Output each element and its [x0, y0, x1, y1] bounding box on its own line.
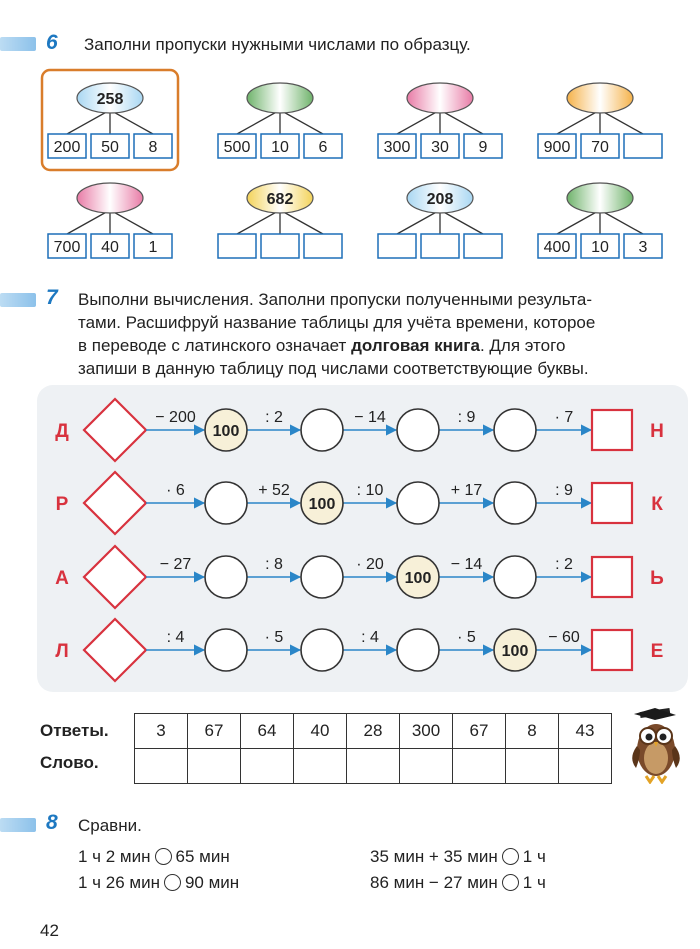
- compare-circle[interactable]: [155, 848, 172, 865]
- chain-row: [55, 619, 663, 681]
- tree-box-value: 50: [101, 139, 119, 156]
- word-cell[interactable]: [135, 749, 188, 784]
- tree-top-value: 682: [266, 191, 294, 208]
- compare-circle[interactable]: [164, 874, 181, 891]
- task7-line-3a: в переводе с латинского означает: [78, 336, 352, 355]
- start-diamond[interactable]: [84, 546, 146, 608]
- word-cell[interactable]: [188, 749, 241, 784]
- tree-top-value: 208: [426, 191, 454, 208]
- task8-marker: [0, 818, 36, 832]
- compare-left: 1 ч 2 мин: [78, 847, 151, 866]
- tree-box-value: 1: [148, 239, 158, 256]
- operation-label: + 52: [258, 482, 290, 499]
- tree-box-value: 3: [638, 239, 648, 256]
- answers-label: Ответы.: [40, 721, 109, 740]
- word-row: [135, 749, 612, 784]
- owl-illustration: [624, 706, 686, 784]
- operation-label: : 9: [457, 409, 476, 426]
- compare-circle[interactable]: [502, 848, 519, 865]
- chain-row: [55, 546, 664, 608]
- answer-cell: 3: [135, 714, 188, 749]
- operation-label: : 9: [555, 482, 573, 499]
- word-cell[interactable]: [241, 749, 294, 784]
- tree-box-value: 30: [431, 139, 449, 156]
- word-cell[interactable]: [347, 749, 400, 784]
- operation-label: · 20: [356, 556, 384, 573]
- operation-label: : 4: [166, 629, 185, 646]
- chain-node[interactable]: [301, 556, 343, 598]
- tree-box-value: 900: [543, 139, 571, 156]
- word-cell[interactable]: [294, 749, 347, 784]
- operation-label: · 6: [166, 482, 185, 499]
- tree-box-value: 6: [318, 139, 328, 156]
- task7-line-1: Выполни вычисления. Заполни пропуски полученными результа-: [78, 290, 593, 309]
- word-cell[interactable]: [453, 749, 506, 784]
- end-square[interactable]: [592, 483, 632, 523]
- chain-node[interactable]: [397, 629, 439, 671]
- chain-node[interactable]: [205, 629, 247, 671]
- answer-cell: 8: [506, 714, 559, 749]
- answer-cell: 28: [347, 714, 400, 749]
- operation-label: · 5: [264, 629, 284, 646]
- chain-node[interactable]: [205, 556, 247, 598]
- compare-item: [370, 873, 546, 893]
- answer-cell: 67: [188, 714, 241, 749]
- operation-label: · 7: [554, 409, 574, 426]
- compare-right: 1 ч: [522, 873, 546, 892]
- compare-right: 1 ч: [522, 847, 546, 866]
- chain-node[interactable]: [301, 629, 343, 671]
- compare-left: 1 ч 26 мин: [78, 873, 160, 892]
- tree-box-value: 10: [271, 139, 289, 156]
- chain-node[interactable]: [205, 482, 247, 524]
- chain-node-value: 100: [212, 423, 240, 440]
- row-letter-right: К: [651, 494, 663, 515]
- tree-top-value: 258: [96, 91, 124, 108]
- tree-box-value: 40: [101, 239, 119, 256]
- compare-item: [78, 873, 239, 893]
- operation-label: : 4: [361, 629, 379, 646]
- task8-number: 8: [46, 811, 58, 834]
- word-cell[interactable]: [506, 749, 559, 784]
- operation-label: − 14: [450, 556, 483, 573]
- chain-row: [55, 399, 664, 461]
- task8-text: Сравни.: [78, 816, 142, 835]
- task7-bold-term: долговая книга: [351, 336, 480, 355]
- task6-text: Заполни пропуски нужными числами по образцу.: [84, 35, 471, 54]
- chain-node[interactable]: [397, 409, 439, 451]
- task7-line-3b: . Для этого: [479, 336, 566, 355]
- end-square[interactable]: [592, 557, 632, 597]
- row-letter-left: Д: [55, 421, 69, 442]
- tree-box-value: 200: [53, 139, 81, 156]
- compare-right: 65 мин: [175, 847, 230, 866]
- chain-node[interactable]: [494, 409, 536, 451]
- chain-node-value: 100: [501, 643, 529, 660]
- answer-cell: 300: [400, 714, 453, 749]
- tree-box-value: 10: [591, 239, 609, 256]
- answers-row: [135, 714, 612, 749]
- answer-table: [134, 713, 612, 784]
- chain-node-value: 100: [308, 496, 336, 513]
- tree-box-value: 300: [383, 139, 411, 156]
- compare-circle[interactable]: [502, 874, 519, 891]
- operation-label: − 200: [155, 409, 196, 426]
- answer-cell: 40: [294, 714, 347, 749]
- chain-node[interactable]: [397, 482, 439, 524]
- tree-box-value: 9: [478, 139, 488, 156]
- end-square[interactable]: [592, 630, 632, 670]
- row-letter-right: Н: [650, 421, 664, 442]
- operation-label: − 27: [159, 556, 192, 573]
- start-diamond[interactable]: [84, 472, 146, 534]
- tree-box-value: 500: [223, 139, 251, 156]
- operation-label: : 2: [265, 409, 283, 426]
- answer-cell: 43: [559, 714, 612, 749]
- answer-cell: 64: [241, 714, 294, 749]
- task7-number: 7: [46, 286, 58, 309]
- answer-cell: 67: [453, 714, 506, 749]
- row-letter-left: Р: [55, 494, 69, 515]
- chain-node[interactable]: [494, 556, 536, 598]
- row-letter-left: А: [55, 568, 69, 589]
- tree-box-value: 8: [148, 139, 158, 156]
- operation-label: : 8: [265, 556, 283, 573]
- end-square[interactable]: [592, 410, 632, 450]
- chain-node[interactable]: [301, 409, 343, 451]
- operation-label: : 2: [555, 556, 573, 573]
- tree-box-value: 400: [543, 239, 571, 256]
- compare-left: 35 мин + 35 мин: [370, 847, 498, 866]
- task7-line-2: тами. Расшифруй название таблицы для учёта времени, которое: [78, 313, 596, 332]
- operation-label: − 60: [548, 629, 580, 646]
- chain-node-value: 100: [404, 570, 432, 587]
- operation-label: : 10: [356, 482, 384, 499]
- compare-left: 86 мин − 27 мин: [370, 873, 498, 892]
- operation-label: − 14: [354, 409, 386, 426]
- task7-line-4: запиши в данную таблицу под числами соответствующие буквы.: [78, 359, 589, 378]
- start-diamond[interactable]: [84, 399, 146, 461]
- row-letter-left: Л: [55, 641, 69, 662]
- operation-label: · 5: [457, 629, 476, 646]
- compare-right: 90 мин: [184, 873, 240, 892]
- compare-item: [370, 847, 546, 867]
- tree-box-value: 700: [53, 239, 81, 256]
- page-number: 42: [40, 921, 59, 940]
- operation-label: + 17: [450, 482, 483, 499]
- word-cell[interactable]: [559, 749, 612, 784]
- tree-box-value: 70: [591, 139, 609, 156]
- chain-row: [56, 472, 664, 534]
- row-letter-right: Ь: [650, 568, 664, 589]
- compare-item: [78, 847, 230, 867]
- row-letter-right: Е: [650, 641, 664, 662]
- word-cell[interactable]: [400, 749, 453, 784]
- chain-node[interactable]: [494, 482, 536, 524]
- word-label: Слово.: [40, 753, 99, 772]
- task6-number: 6: [46, 31, 58, 54]
- start-diamond[interactable]: [84, 619, 146, 681]
